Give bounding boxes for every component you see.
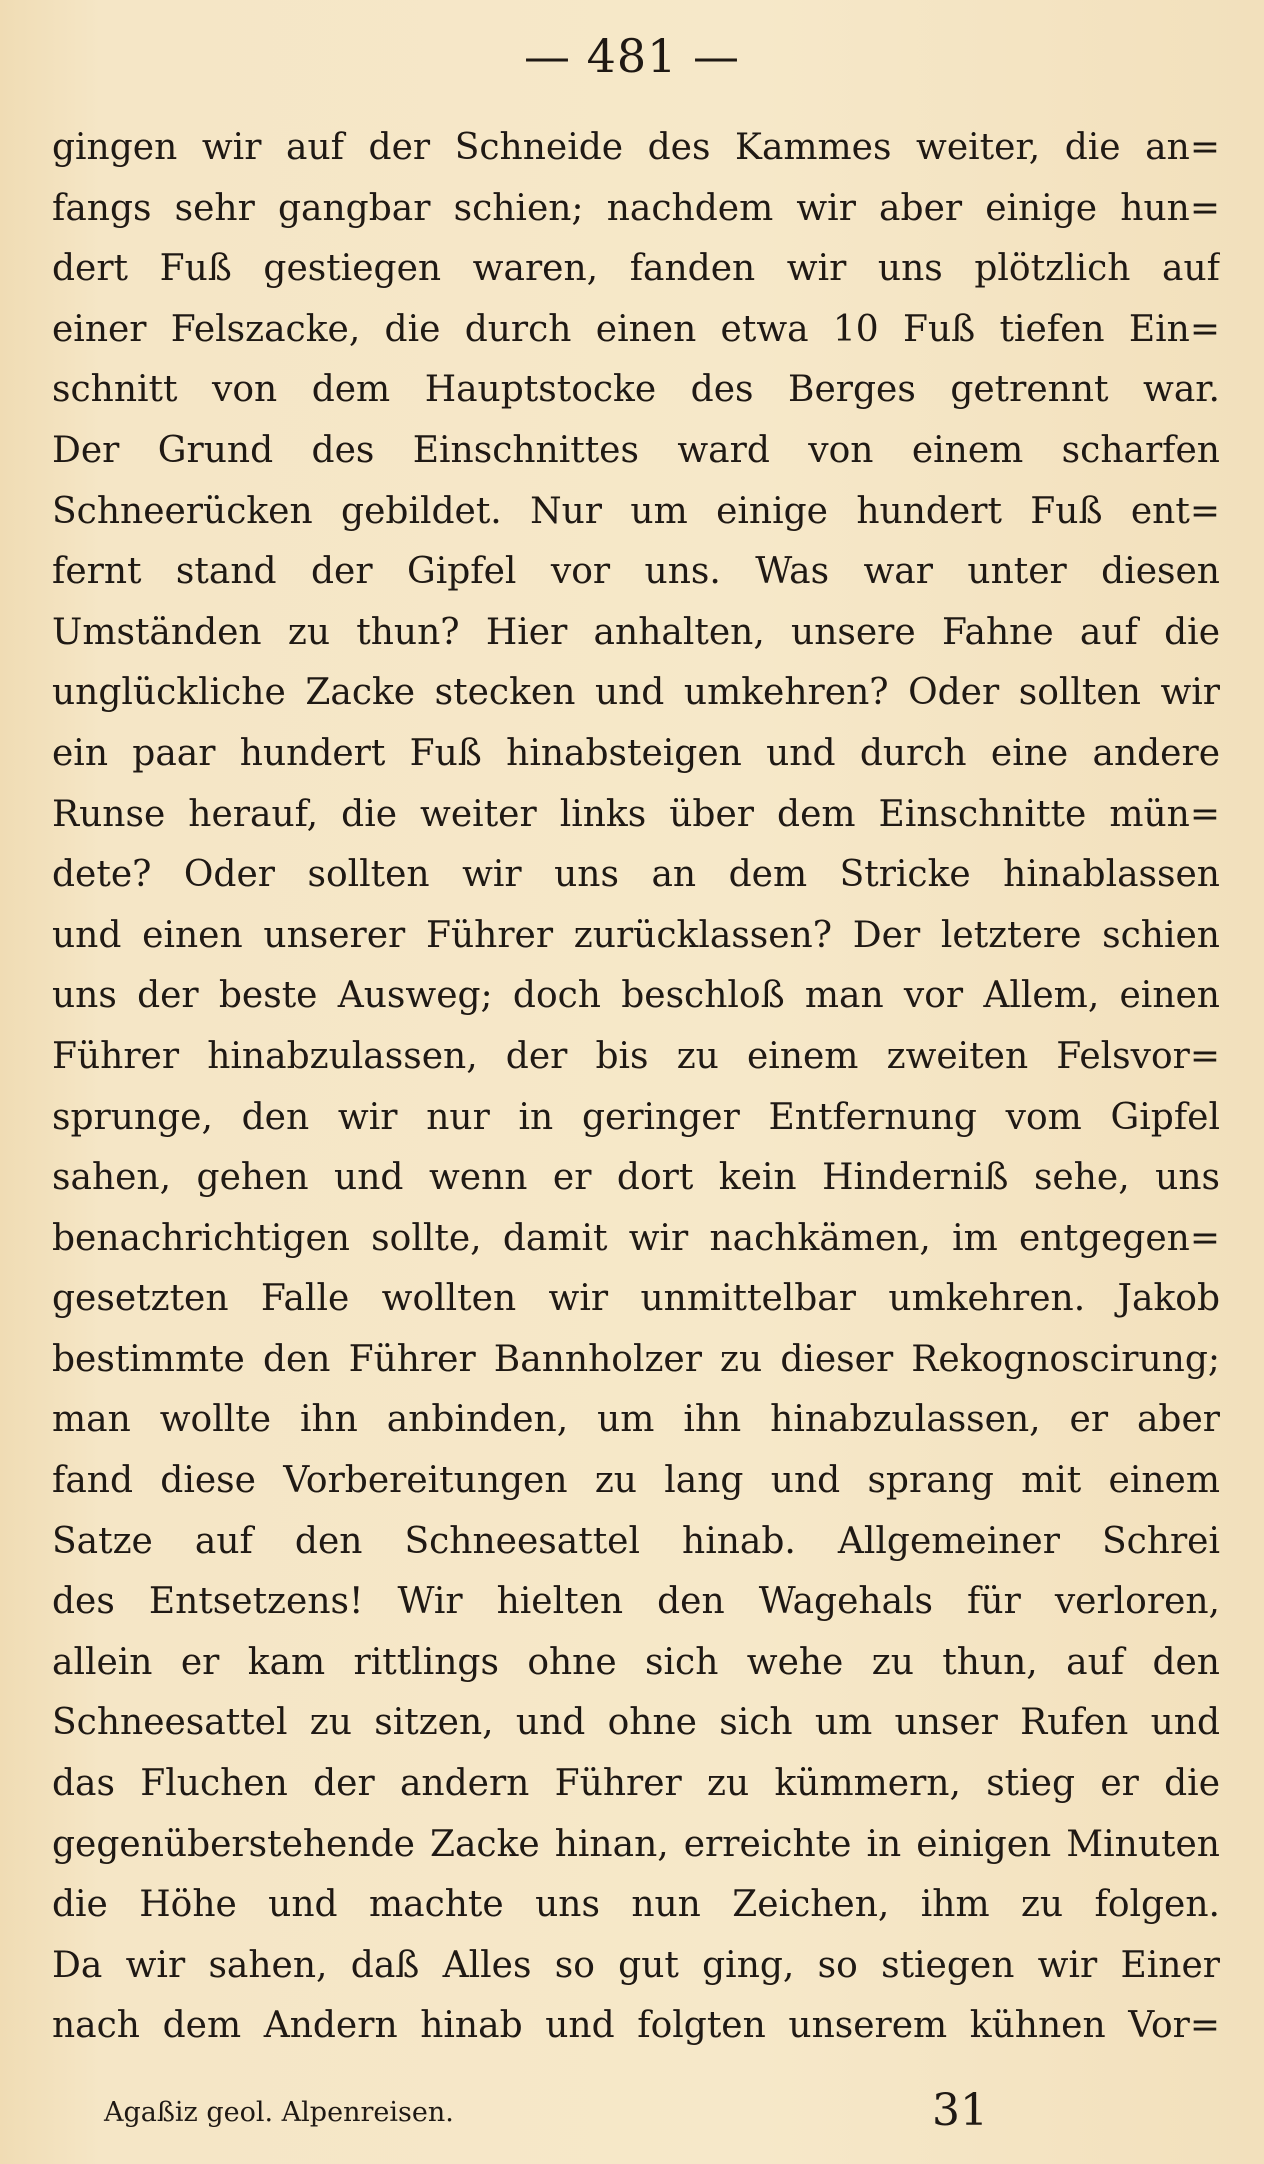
text-line: und einen unserer Führer zurücklassen? Der letztere schien [52,914,1220,956]
text-line: nach dem Andern hinab und folgten unserem kühnen Vor= [52,2005,1220,2047]
text-line: Führer hinabzulassen, der bis zu einem zweiten Felsvor= [52,1035,1220,1077]
text-line: man wollte ihn anbinden, um ihn hinabzulassen, er aber [52,1399,1220,1441]
signature-mark: Agaßiz geol. Alpenreisen. [104,2097,454,2128]
text-line: dert Fuß gestiegen waren, fanden wir uns plötzlich auf [52,248,1220,290]
text-line: des Entsetzens! Wir hielten den Wagehals für verloren, [52,1581,1220,1623]
text-line: Runse herauf, die weiter links über dem Einschnitte mün= [52,793,1220,835]
text-line: gegenüberstehende Zacke hinan, erreichte in einigen Minuten [52,1823,1220,1865]
text-line: Satze auf den Schneesattel hinab. Allgemeiner Schrei [52,1520,1220,1562]
text-line: Der Grund des Einschnittes ward von einem scharfen [52,429,1220,471]
text-line: gesetzten Falle wollten wir unmittelbar umkehren. Jakob [52,1278,1220,1320]
text-line: fangs sehr gangbar schien; nachdem wir aber einige hun= [52,187,1220,229]
text-line: schnitt von dem Hauptstocke des Berges getrennt war. [52,369,1220,411]
text-line: Schneerücken gebildet. Nur um einige hundert Fuß ent= [52,490,1220,532]
text-line: bestimmte den Führer Bannholzer zu dieser Rekognoscirung; [52,1338,1220,1380]
text-line: sprunge, den wir nur in geringer Entfernung vom Gipfel [52,1096,1220,1138]
text-line: ein paar hundert Fuß hinabsteigen und durch eine andere [52,732,1220,774]
text-line: Da wir sahen, daß Alles so gut ging, so stiegen wir Einer [52,1944,1220,1986]
text-line: Schneesattel zu sitzen, und ohne sich um unser Rufen und [52,1702,1220,1744]
text-line: unglückliche Zacke stecken und umkehren? Oder sollten wir [52,672,1220,714]
text-line: einer Felszacke, die durch einen etwa 10 Fuß tiefen Ein= [52,308,1220,350]
text-line: sahen, gehen und wenn er dort kein Hinderniß sehe, uns [52,1157,1220,1199]
text-line: benachrichtigen sollte, damit wir nachkämen, im entgegen= [52,1217,1220,1259]
text-line: das Fluchen der andern Führer zu kümmern, stieg er die [52,1763,1220,1805]
text-line: fernt stand der Gipfel vor uns. Was war unter diesen [52,551,1220,593]
body-text [52,118,1220,2057]
text-line: Umständen zu thun? Hier anhalten, unsere Fahne auf die [52,611,1220,653]
text-line: gingen wir auf der Schneide des Kammes weiter, die an= [52,127,1220,168]
page-number: — 481 — [523,29,741,83]
page-footer [104,2085,1214,2141]
text-line: fand diese Vorbereitungen zu lang und sprang mit einem [52,1460,1220,1502]
sheet-number: 31 [932,2085,988,2136]
text-line: allein er kam rittlings ohne sich wehe zu thun, auf den [52,1641,1220,1683]
text-line: die Höhe und machte uns nun Zeichen, ihm zu folgen. [52,1884,1220,1926]
text-line: uns der beste Ausweg; doch beschloß man vor Allem, einen [52,975,1220,1017]
text-line: dete? Oder sollten wir uns an dem Stricke hinablassen [52,854,1220,896]
